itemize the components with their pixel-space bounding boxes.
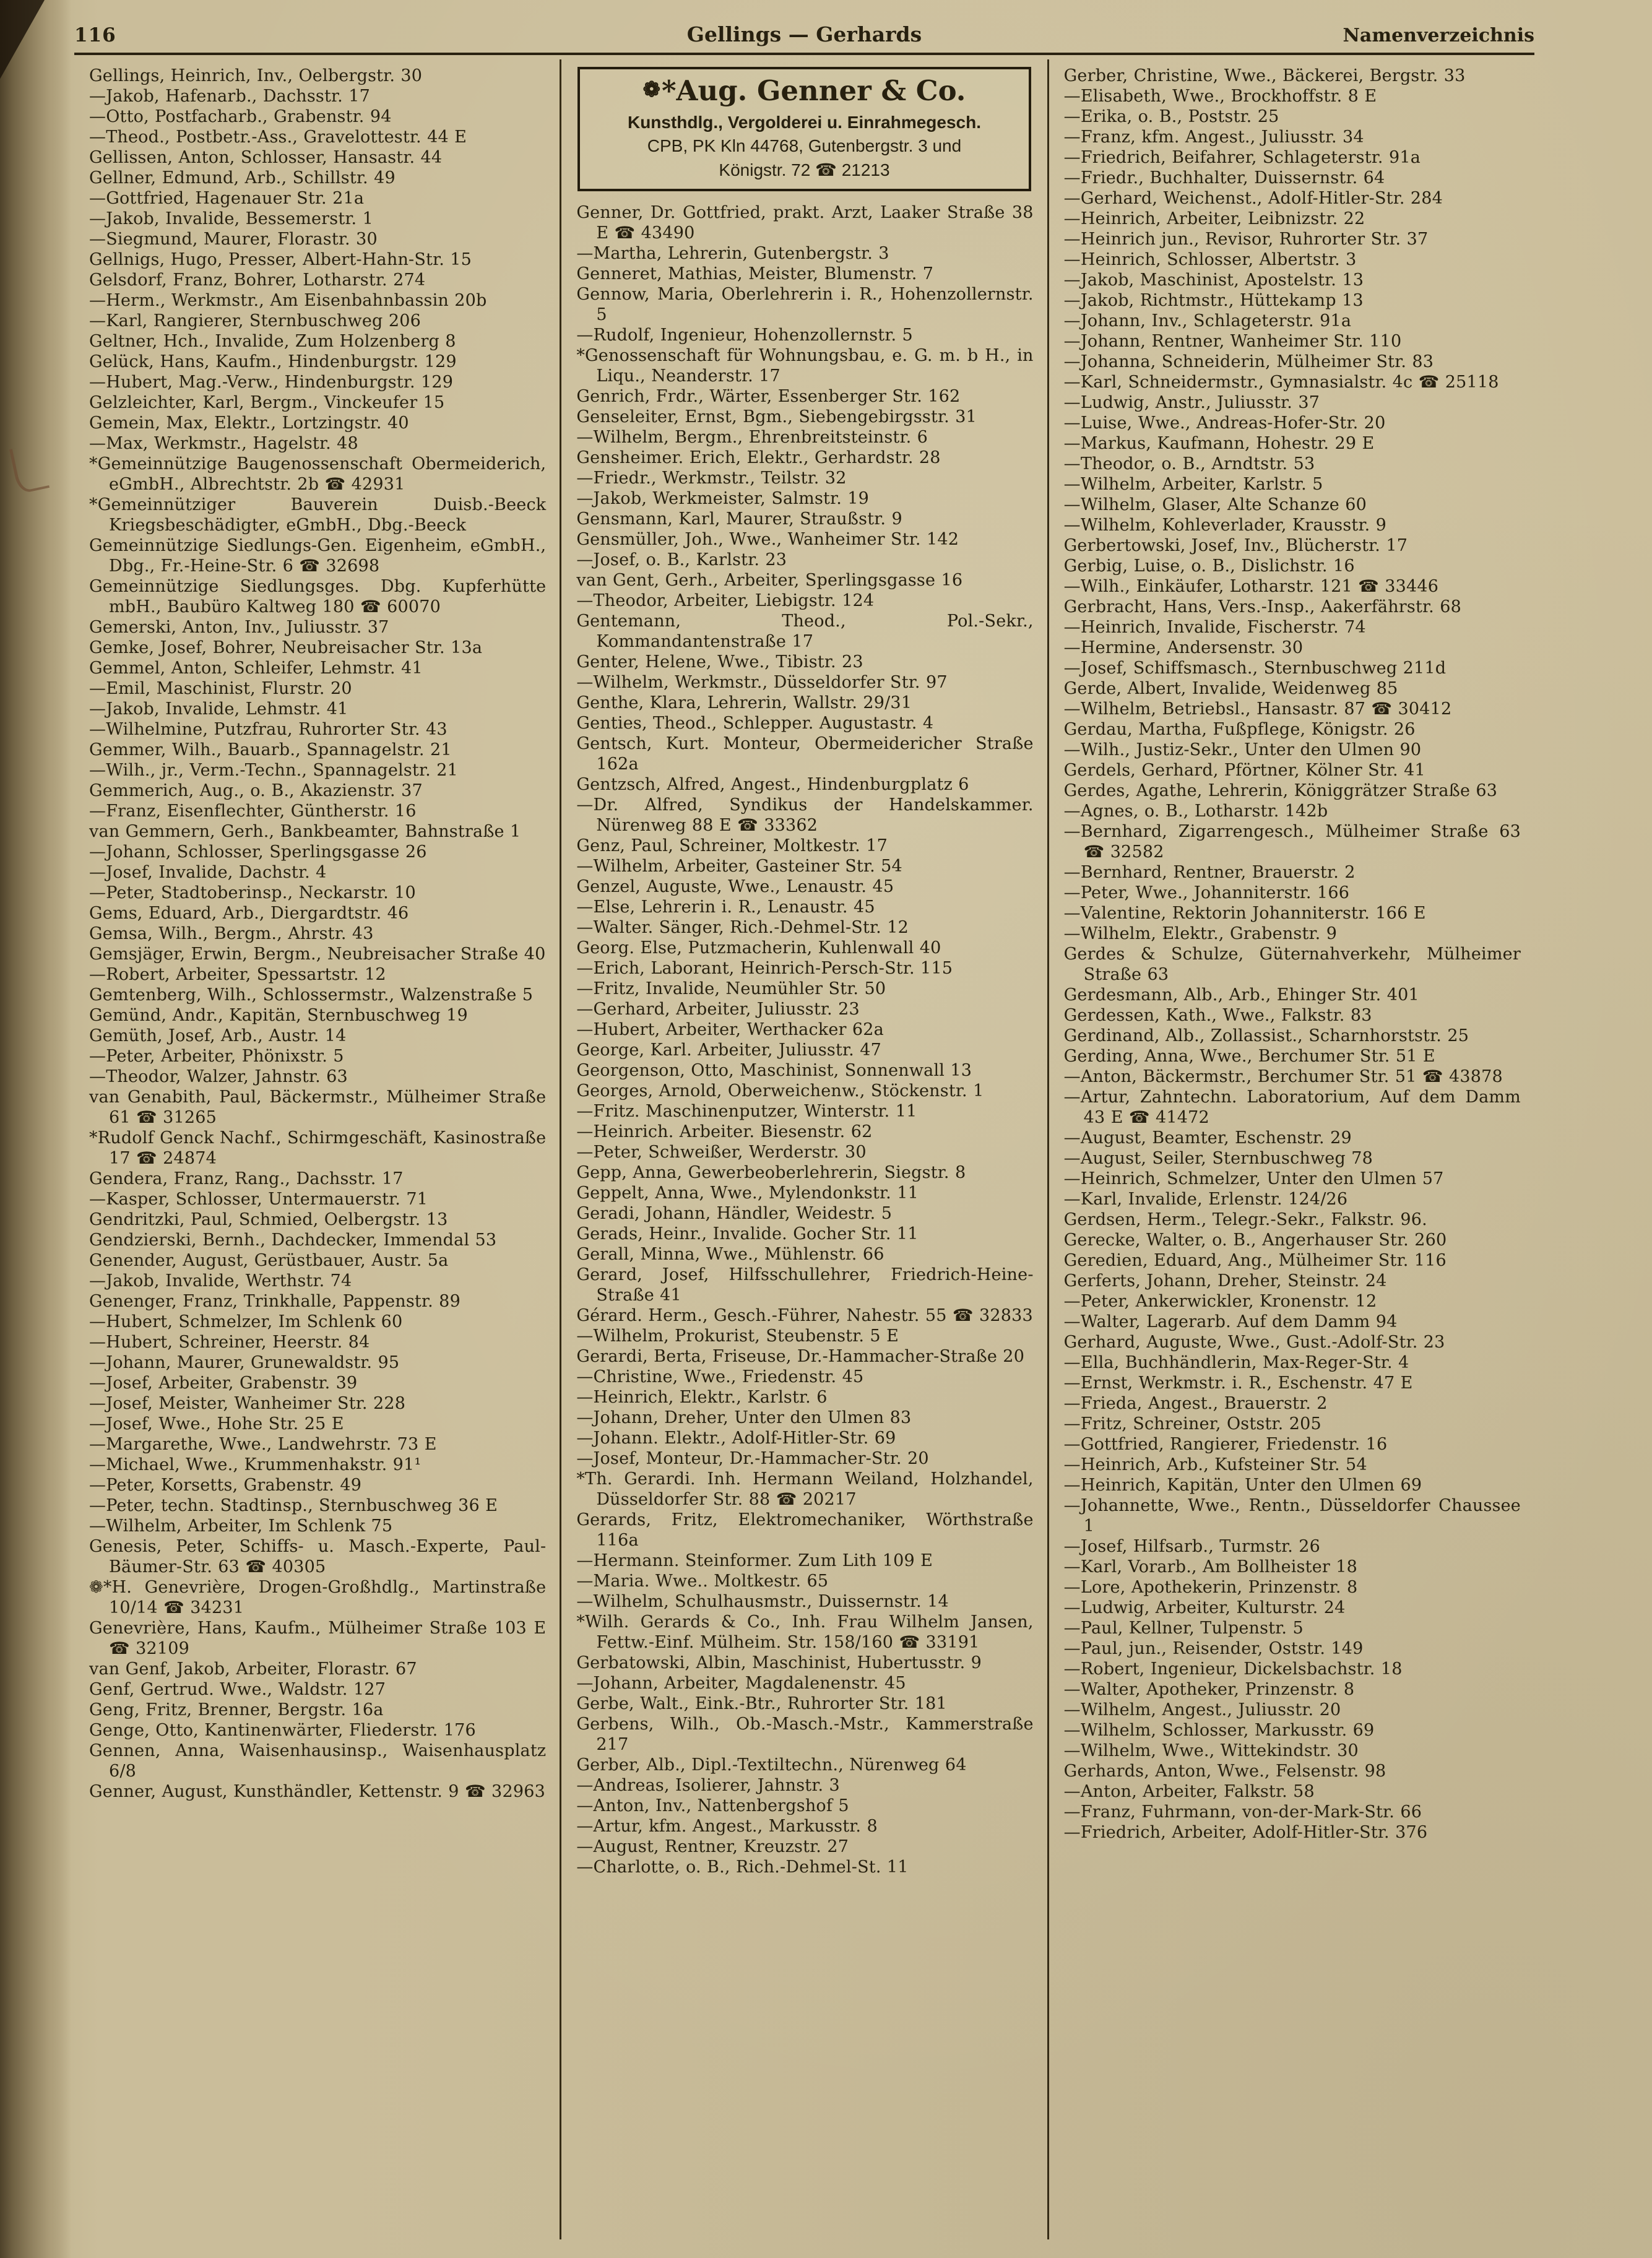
directory-entry: Gellings, Heinrich, Inv., Oelbergstr. 30	[89, 66, 423, 85]
directory-entry: Georg. Else, Putzmacherin, Kuhlenwall 40	[576, 938, 941, 958]
directory-entry: —Theodor, Walzer, Jahnstr. 63	[89, 1067, 348, 1086]
directory-entry: —Kasper, Schlosser, Untermauerstr. 71	[89, 1190, 428, 1209]
directory-columns	[74, 59, 1534, 2239]
directory-entry: Genesis, Peter, Schiffs- u. Masch.-Experte, Paul-Bäumer-Str. 63 ☎ 40305	[89, 1537, 547, 1577]
directory-entry: —Walter. Sänger, Rich.-Dehmel-Str. 12	[576, 917, 909, 937]
directory-entry: Genender, August, Gerüstbauer, Austr. 5a	[89, 1251, 449, 1270]
directory-entry: —Rudolf, Ingenieur, Hohenzollernstr. 5	[576, 325, 913, 345]
directory-entry: —Fritz, Invalide, Neumühler Str. 50	[576, 979, 886, 998]
directory-entry: —Peter, Schweißer, Werderstr. 30	[576, 1142, 867, 1162]
directory-entry: —Peter, Korsetts, Grabenstr. 49	[89, 1476, 362, 1495]
directory-entry: —Ella, Buchhändlerin, Max-Reger-Str. 4	[1063, 1353, 1409, 1372]
directory-entry: George, Karl. Arbeiter, Juliusstr. 47	[576, 1040, 881, 1060]
directory-entry: —Hermann. Steinformer. Zum Lith 109 E	[576, 1551, 933, 1570]
directory-entry: —Johann, Arbeiter, Magdalenenstr. 45	[576, 1673, 906, 1693]
directory-entry: —Max, Werkmstr., Hagelstr. 48	[89, 434, 358, 453]
directory-entry: —Heinrich, Arbeiter, Leibnizstr. 22	[1063, 209, 1365, 228]
directory-entry: —Heinrich, Schmelzer, Unter den Ulmen 57	[1063, 1169, 1444, 1188]
page-title: Gellings — Gerhards	[686, 22, 922, 46]
directory-entry: —Theod., Postbetr.-Ass., Gravelottestr. 44 E	[89, 128, 467, 147]
directory-entry: Gentemann, Theod., Pol.-Sekr., Kommandantenstraße 17	[576, 611, 1034, 651]
directory-entry: Gendritzki, Paul, Schmied, Oelbergstr. 13	[89, 1210, 448, 1229]
directory-entry: —Elisabeth, Wwe., Brockhoffstr. 8 E	[1063, 87, 1377, 106]
directory-entry: Gemünd, Andr., Kapitän, Sternbuschweg 19	[89, 1006, 468, 1025]
directory-entry: —Karl, Schneidermstr., Gymnasialstr. 4c ☎ 25118	[1063, 373, 1499, 392]
directory-entry: Gensmüller, Joh., Wwe., Wanheimer Str. 142	[576, 529, 959, 549]
directory-entry: —Wilhelm, Kohleverlader, Krausstr. 9	[1063, 516, 1387, 535]
directory-entry: —Johanna, Schneiderin, Mülheimer Str. 83	[1063, 352, 1434, 371]
directory-entry: —Fritz, Schreiner, Oststr. 205	[1063, 1414, 1321, 1434]
directory-entry: Gerbertowski, Josef, Inv., Blücherstr. 17	[1063, 536, 1408, 555]
directory-entry: Gerbe, Walt., Eink.-Btr., Ruhrorter Str. 181	[576, 1694, 947, 1713]
directory-entry: —Bernhard, Rentner, Brauerstr. 2	[1063, 863, 1356, 882]
directory-entry: —Wilhelm, Wwe., Wittekindstr. 30	[1063, 1741, 1359, 1760]
directory-entry: Gerdau, Martha, Fußpflege, Königstr. 26	[1063, 720, 1416, 739]
directory-entry: Gemsa, Wilh., Bergm., Ahrstr. 43	[89, 924, 374, 943]
directory-entry: —Heinrich, Kapitän, Unter den Ulmen 69	[1063, 1476, 1422, 1495]
directory-entry: —Friedrich, Arbeiter, Adolf-Hitler-Str. 376	[1063, 1823, 1428, 1842]
directory-entry: Gelzleichter, Karl, Bergm., Vinckeufer 15	[89, 393, 445, 412]
directory-entry: Gerdels, Gerhard, Pförtner, Kölner Str. 41	[1063, 761, 1425, 780]
directory-entry: Genevrière, Hans, Kaufm., Mülheimer Straße 103 E ☎ 32109	[89, 1619, 547, 1658]
directory-entry: —Wilhelm, Arbeiter, Gasteiner Str. 54	[576, 856, 902, 876]
directory-entry: Gerdinand, Alb., Zollassist., Scharnhorststr. 25	[1063, 1026, 1469, 1045]
directory-entry: —Paul, Kellner, Tulpenstr. 5	[1063, 1619, 1304, 1638]
directory-entry: Gerdes & Schulze, Güternahverkehr, Mülheimer Straße 63	[1063, 945, 1521, 984]
directory-entry: —Ludwig, Arbeiter, Kulturstr. 24	[1063, 1598, 1346, 1617]
directory-entry: —Peter, Ankerwickler, Kronenstr. 12	[1063, 1292, 1377, 1311]
directory-entry: —Wilhelm, Arbeiter, Karlstr. 5	[1063, 475, 1323, 494]
directory-entry: Genrich, Frdr., Wärter, Essenberger Str. 162	[576, 386, 961, 406]
directory-entry: —Ernst, Werkmstr. i. R., Eschenstr. 47 E	[1063, 1373, 1413, 1393]
directory-entry: Gennow, Maria, Oberlehrerin i. R., Hohenzollernstr. 5	[576, 284, 1034, 324]
directory-entry: —Christine, Wwe., Friedenstr. 45	[576, 1367, 864, 1386]
directory-entry: —Wilhelm, Werkmstr., Düsseldorfer Str. 97	[576, 672, 948, 692]
directory-entry: Gerard, Josef, Hilfsschullehrer, Friedrich-Heine-Straße 41	[576, 1265, 1034, 1305]
directory-entry: —Agnes, o. B., Lotharstr. 142b	[1063, 802, 1328, 821]
directory-entry: Georges, Arnold, Oberweichenw., Stöckenstr. 1	[576, 1081, 984, 1101]
flower-ornament-icon: ❁	[642, 77, 660, 102]
directory-entry: Gerde, Albert, Invalide, Weidenweg 85	[1063, 679, 1398, 698]
directory-entry: Gellner, Edmund, Arb., Schillstr. 49	[89, 168, 396, 188]
directory-entry: —Wilhelm, Arbeiter, Im Schlenk 75	[89, 1516, 393, 1536]
directory-entry: Gelsdorf, Franz, Bohrer, Lotharstr. 274	[89, 270, 426, 290]
directory-entry: —Andreas, Isolierer, Jahnstr. 3	[576, 1775, 840, 1795]
directory-entry: *Genossenschaft für Wohnungsbau, e. G. m. b H., in Liqu., Neanderstr. 17	[576, 345, 1034, 386]
directory-entry: —Wilh., Justiz-Sekr., Unter den Ulmen 90	[1063, 740, 1422, 759]
directory-entry: —Johannette, Wwe., Rentn., Düsseldorfer Chaussee 1	[1063, 1496, 1521, 1536]
directory-entry: —Karl, Rangierer, Sternbuschweg 206	[89, 311, 421, 331]
directory-entry: —August, Seiler, Sternbuschweg 78	[1063, 1149, 1373, 1168]
directory-entry: Gerhards, Anton, Wwe., Felsenstr. 98	[1063, 1762, 1386, 1781]
directory-entry: —Jakob, Richtmstr., Hüttekamp 13	[1063, 291, 1364, 310]
directory-entry: —Jakob, Invalide, Werthstr. 74	[89, 1271, 352, 1291]
directory-entry: Geltner, Hch., Invalide, Zum Holzenberg 8	[89, 332, 456, 351]
directory-entry: —Heinrich. Arbeiter. Biesenstr. 62	[576, 1122, 873, 1141]
directory-entry: Gendzierski, Bernh., Dachdecker, Immendal 53	[89, 1231, 497, 1250]
directory-entry: Gemerski, Anton, Inv., Juliusstr. 37	[89, 618, 389, 637]
directory-entry: —Friedrich, Beifahrer, Schlageterstr. 91a	[1063, 148, 1421, 167]
directory-entry: —Fritz. Maschinenputzer, Winterstr. 11	[576, 1101, 917, 1121]
directory-entry: —Robert, Ingenieur, Dickelsbachstr. 18	[1063, 1659, 1403, 1679]
directory-entry: —Maria. Wwe.. Moltkestr. 65	[576, 1571, 829, 1591]
directory-entry: —Jakob, Invalide, Lehmstr. 41	[89, 699, 348, 719]
directory-entry: —Michael, Wwe., Krummenhakstr. 91¹	[89, 1455, 422, 1474]
directory-entry: —Hubert, Schmelzer, Im Schlenk 60	[89, 1312, 403, 1331]
directory-entry: Genf, Gertrud. Wwe., Waldstr. 127	[89, 1680, 386, 1699]
directory-entry: Geradi, Johann, Händler, Weidestr. 5	[576, 1203, 893, 1223]
directory-entry: Genge, Otto, Kantinenwärter, Fliederstr. 176	[89, 1721, 476, 1740]
directory-entry: —Josef, Schiffsmasch., Sternbuschweg 211d	[1063, 659, 1447, 678]
directory-entry: Gensheimer. Erich, Elektr., Gerhardstr. 28	[576, 448, 941, 467]
directory-entry: Gemmer, Wilh., Bauarb., Spannagelstr. 21	[89, 740, 452, 759]
directory-entry: —Erich, Laborant, Heinrich-Persch-Str. 115	[576, 958, 953, 978]
directory-entry: Gerecke, Walter, o. B., Angerhauser Str. 260	[1063, 1231, 1447, 1250]
directory-entry: —Walter, Lagerarb. Auf dem Damm 94	[1063, 1312, 1398, 1331]
directory-entry: —Hubert, Schreiner, Heerstr. 84	[89, 1333, 370, 1352]
directory-entry: Gerhard, Auguste, Wwe., Gust.-Adolf-Str. 23	[1063, 1333, 1445, 1352]
directory-entry: —Peter, Wwe., Johanniterstr. 166	[1063, 883, 1350, 902]
directory-entry: —Heinrich jun., Revisor, Ruhrorter Str. 37	[1063, 230, 1429, 249]
directory-entry: Gerbens, Wilh., Ob.-Masch.-Mstr., Kammerstraße 217	[576, 1714, 1034, 1754]
directory-entry: Gerber, Alb., Dipl.-Textiltechn., Nürenweg 64	[576, 1755, 967, 1775]
directory-entry: Gemeinnützige Siedlungs-Gen. Eigenheim, eGmbH., Dbg., Fr.-Heine-Str. 6 ☎ 32698	[89, 536, 547, 576]
directory-entry: Genner, August, Kunsthändler, Kettenstr. 9 ☎ 32963	[89, 1782, 545, 1801]
directory-entry: Gemke, Josef, Bohrer, Neubreisacher Str. 13a	[89, 638, 483, 657]
advert-box	[577, 67, 1031, 191]
directory-entry: Gennen, Anna, Waisenhausinsp., Waisenhausplatz 6/8	[89, 1741, 547, 1781]
directory-entry: —Anton, Inv., Nattenbergshof 5	[576, 1796, 849, 1815]
column-middle	[560, 59, 1047, 2239]
directory-entry: Gerdesmann, Alb., Arb., Ehinger Str. 401	[1063, 985, 1419, 1005]
directory-entry: —Wilhelm, Angest., Juliusstr. 20	[1063, 1700, 1341, 1719]
directory-entry: Gerbatowski, Albin, Maschinist, Hubertusstr. 9	[576, 1653, 982, 1672]
directory-entry: Gerbig, Luise, o. B., Dislichstr. 16	[1063, 556, 1355, 576]
directory-entry: Gemsjäger, Erwin, Bergm., Neubreisacher Straße 40	[89, 945, 546, 964]
directory-entry: Gerber, Christine, Wwe., Bäckerei, Bergstr. 33	[1063, 66, 1466, 85]
directory-entry: —Wilhelmine, Putzfrau, Ruhrorter Str. 43	[89, 720, 448, 739]
directory-entry: —Heinrich, Elektr., Karlstr. 6	[576, 1387, 828, 1407]
directory-entry: —Jakob, Werkmeister, Salmstr. 19	[576, 488, 870, 508]
directory-entry: —Wilhelm, Betriebsl., Hansastr. 87 ☎ 30412	[1063, 699, 1452, 719]
directory-entry: —Karl, Invalide, Erlenstr. 124/26	[1063, 1190, 1348, 1209]
directory-entry: —Johann, Rentner, Wanheimer Str. 110	[1063, 332, 1402, 351]
directory-entry: Genz, Paul, Schreiner, Moltkestr. 17	[576, 836, 888, 855]
directory-entry: —Wilhelm, Bergm., Ehrenbreitsteinstr. 6	[576, 427, 928, 447]
ad-title-row	[585, 76, 1023, 106]
directory-entry: —Else, Lehrerin i. R., Lenaustr. 45	[576, 897, 875, 917]
book-binding-edge	[0, 0, 71, 2258]
directory-entry: —Anton, Arbeiter, Falkstr. 58	[1063, 1782, 1315, 1801]
directory-entry: Gerards, Fritz, Elektromechaniker, Wörthstraße 116a	[576, 1510, 1034, 1550]
directory-entry: Gerbracht, Hans, Vers.-Insp., Aakerfährstr. 68	[1063, 597, 1461, 616]
directory-entry: —Josef, Invalide, Dachstr. 4	[89, 863, 327, 882]
directory-entry: Genenger, Franz, Trinkhalle, Pappenstr. 89	[89, 1292, 461, 1311]
directory-entry: —Josef, Monteur, Dr.-Hammacher-Str. 20	[576, 1448, 929, 1468]
directory-entry: —Jakob, Hafenarb., Dachsstr. 17	[89, 87, 371, 106]
directory-entry: —Friedr., Werkmstr., Teilstr. 32	[576, 468, 847, 488]
directory-entry: —Siegmund, Maurer, Florastr. 30	[89, 230, 378, 249]
directory-entry: —Heinrich, Invalide, Fischerstr. 74	[1063, 618, 1366, 637]
directory-entry: *Rudolf Genck Nachf., Schirmgeschäft, Kasinostraße 17 ☎ 24874	[89, 1128, 547, 1168]
directory-entry: —Frieda, Angest., Brauerstr. 2	[1063, 1394, 1328, 1413]
directory-entry: —Gottfried, Hagenauer Str. 21a	[89, 189, 365, 208]
directory-entry: —Hermine, Andersenstr. 30	[1063, 638, 1304, 657]
column-left	[74, 59, 560, 2239]
directory-entry: Gerardi, Berta, Friseuse, Dr.-Hammacher-Straße 20	[576, 1346, 1025, 1366]
directory-entry: —Bernhard, Zigarrengesch., Mülheimer Straße 63 ☎ 32582	[1063, 822, 1521, 862]
ad-address-line-2: Königstr. 72 ☎ 21213	[719, 160, 890, 180]
directory-entry: van Gent, Gerh., Arbeiter, Sperlingsgasse 16	[576, 570, 963, 590]
directory-entry: —Wilh., jr., Verm.-Techn., Spannagelstr. 21	[89, 761, 458, 780]
directory-entry: —Dr. Alfred, Syndikus der Handelskammer. Nürenweg 88 E ☎ 33362	[576, 795, 1034, 835]
directory-entry: —Otto, Postfacharb., Grabenstr. 94	[89, 107, 392, 126]
directory-entry: van Genf, Jakob, Arbeiter, Florastr. 67	[89, 1659, 417, 1679]
directory-entry: —Franz, kfm. Angest., Juliusstr. 34	[1063, 128, 1364, 147]
directory-entry: —Hubert, Arbeiter, Werthacker 62a	[576, 1019, 884, 1039]
directory-entry: —Herm., Werkmstr., Am Eisenbahnbassin 20b	[89, 291, 487, 310]
directory-entry: —Artur, kfm. Angest., Markusstr. 8	[576, 1816, 878, 1836]
ad-subtitle: Kunsthdlg., Vergolderei u. Einrahmegesch.	[627, 112, 981, 132]
directory-entry: —Johann. Elektr., Adolf-Hitler-Str. 69	[576, 1428, 896, 1448]
directory-entry: —Walter, Apotheker, Prinzenstr. 8	[1063, 1680, 1355, 1699]
directory-entry: Gemein, Max, Elektr., Lortzingstr. 40	[89, 413, 409, 433]
directory-entry: Gerdessen, Kath., Wwe., Falkstr. 83	[1063, 1006, 1372, 1025]
directory-entry: —Valentine, Rektorin Johanniterstr. 166 E	[1063, 904, 1426, 923]
directory-entry: Gemmel, Anton, Schleifer, Lehmstr. 41	[89, 659, 423, 678]
directory-entry: Gellnigs, Hugo, Presser, Albert-Hahn-Str. 15	[89, 250, 472, 269]
directory-entry: —Franz, Eisenflechter, Güntherstr. 16	[89, 802, 417, 821]
directory-entry: van Genabith, Paul, Bäckermstr., Mülheimer Straße 61 ☎ 31265	[89, 1088, 547, 1127]
directory-entry: —Anton, Bäckermstr., Berchumer Str. 51 ☎ 43878	[1063, 1067, 1503, 1086]
directory-entry: —Wilh., Einkäufer, Lotharstr. 121 ☎ 33446	[1063, 577, 1439, 596]
directory-entry: Gentzsch, Alfred, Angest., Hindenburgplatz 6	[576, 774, 969, 794]
directory-entry: *Wilh. Gerards & Co., Inh. Frau Wilhelm Jansen, Fettw.-Einf. Mülheim. Str. 158/160 ☎ 33191	[576, 1612, 1034, 1652]
directory-entry: Gemtenberg, Wilh., Schlossermstr., Walzenstraße 5	[89, 985, 534, 1005]
directory-entry: —Johann, Dreher, Unter den Ulmen 83	[576, 1408, 912, 1427]
directory-entry: —Jakob, Invalide, Bessemerstr. 1	[89, 209, 373, 228]
directory-entry: —August, Beamter, Eschenstr. 29	[1063, 1128, 1352, 1148]
ad-address-line-1: CPB, PK Kln 44768, Gutenbergstr. 3 und	[647, 136, 962, 155]
directory-entry: Gerdsen, Herm., Telegr.-Sekr., Falkstr. 96.	[1063, 1210, 1427, 1229]
section-label: Namenverzeichnis	[1343, 25, 1534, 46]
directory-entry: —Luise, Wwe., Andreas-Hofer-Str. 20	[1063, 413, 1386, 433]
directory-entry: —Josef, o. B., Karlstr. 23	[576, 550, 787, 569]
directory-entry: Geng, Fritz, Brenner, Bergstr. 16a	[89, 1700, 384, 1719]
directory-entry: *Gemeinnützige Baugenossenschaft Obermeiderich, eGmbH., Albrechtstr. 2b ☎ 42931	[89, 454, 547, 494]
directory-entry: Georgenson, Otto, Maschinist, Sonnenwall 13	[576, 1060, 972, 1080]
directory-entry: Gensmann, Karl, Maurer, Straußstr. 9	[576, 509, 902, 529]
directory-entry: —Lore, Apothekerin, Prinzenstr. 8	[1063, 1578, 1358, 1597]
directory-entry: —Heinrich, Schlosser, Albertstr. 3	[1063, 250, 1357, 269]
directory-entry: —Robert, Arbeiter, Spessartstr. 12	[89, 965, 386, 984]
directory-entry: Gems, Eduard, Arb., Diergardtstr. 46	[89, 904, 409, 923]
directory-entry: —Josef, Hilfsarb., Turmstr. 26	[1063, 1537, 1321, 1556]
directory-entry: —Martha, Lehrerin, Gutenbergstr. 3	[576, 243, 889, 263]
directory-entry: Gepp, Anna, Gewerbeoberlehrerin, Siegstr. 8	[576, 1162, 966, 1182]
directory-entry: Genties, Theod., Schlepper. Augustastr. 4	[576, 713, 934, 733]
column-right	[1047, 59, 1534, 2239]
directory-entry: Gemeinnützige Siedlungsges. Dbg. Kupferhütte mbH., Baubüro Kaltweg 180 ☎ 60070	[89, 577, 547, 616]
directory-entry: —Karl, Vorarb., Am Bollheister 18	[1063, 1557, 1358, 1577]
directory-entry: —Peter, Arbeiter, Phönixstr. 5	[89, 1047, 344, 1066]
directory-entry: Gelück, Hans, Kaufm., Hindenburgstr. 129	[89, 352, 457, 371]
directory-entry: Genthe, Klara, Lehrerin, Wallstr. 29/31	[576, 693, 912, 712]
directory-entry: —Josef, Meister, Wanheimer Str. 228	[89, 1394, 406, 1413]
directory-entry: *Th. Gerardi. Inh. Hermann Weiland, Holzhandel, Düsseldorfer Str. 88 ☎ 20217	[576, 1469, 1034, 1509]
directory-entry: —Peter, techn. Stadtinsp., Sternbuschweg 36 E	[89, 1496, 498, 1515]
directory-entry: —Gerhard, Arbeiter, Juliusstr. 23	[576, 999, 860, 1019]
directory-entry: —Emil, Maschinist, Flurstr. 20	[89, 679, 352, 698]
directory-entry: Genneret, Mathias, Meister, Blumenstr. 7	[576, 264, 934, 283]
directory-entry: —Wilhelm, Schulhausmstr., Duissernstr. 14	[576, 1591, 949, 1611]
column-middle-entries	[576, 202, 1033, 1877]
directory-entry: Gerall, Minna, Wwe., Mühlenstr. 66	[576, 1244, 884, 1264]
directory-entry: —Hubert, Mag.-Verw., Hindenburgstr. 129	[89, 373, 454, 392]
directory-entry: —Margarethe, Wwe., Landwehrstr. 73 E	[89, 1435, 437, 1454]
directory-entry: —Peter, Stadtoberinsp., Neckarstr. 10	[89, 883, 416, 902]
directory-entry: Gérard. Herm., Gesch.-Führer, Nahestr. 55 ☎ 32833	[576, 1305, 1033, 1325]
directory-entry: —Josef, Arbeiter, Grabenstr. 39	[89, 1373, 358, 1393]
directory-entry: —Theodor, Arbeiter, Liebigstr. 124	[576, 590, 875, 610]
directory-entry: Gentsch, Kurt. Monteur, Obermeidericher Straße 162a	[576, 733, 1034, 774]
directory-entry: —Jakob, Maschinist, Apostelstr. 13	[1063, 270, 1364, 290]
directory-entry: —Artur, Zahntechn. Laboratorium, Auf dem Damm 43 E ☎ 41472	[1063, 1088, 1521, 1127]
directory-entry: Geppelt, Anna, Wwe., Mylendonkstr. 11	[576, 1183, 919, 1203]
directory-entry: —Friedr., Buchhalter, Duissernstr. 64	[1063, 168, 1385, 188]
directory-entry: —Franz, Fuhrmann, von-der-Mark-Str. 66	[1063, 1802, 1422, 1822]
directory-entry: —August, Rentner, Kreuzstr. 27	[576, 1836, 849, 1856]
directory-entry: —Ludwig, Anstr., Juliusstr. 37	[1063, 393, 1320, 412]
directory-entry: —Gerhard, Weichenst., Adolf-Hitler-Str. 284	[1063, 189, 1443, 208]
directory-entry: Genter, Helene, Wwe., Tibistr. 23	[576, 652, 863, 672]
directory-entry: —Johann, Maurer, Grunewaldstr. 95	[89, 1353, 400, 1372]
page-number: 116	[74, 24, 116, 46]
directory-entry: —Johann, Inv., Schlageterstr. 91a	[1063, 311, 1352, 331]
directory-entry: Gellissen, Anton, Schlosser, Hansastr. 44	[89, 148, 443, 167]
directory-entry: *Gemeinnütziger Bauverein Duisb.-Beeck Kriegsbeschädigter, eGmbH., Dbg.-Beeck	[89, 495, 547, 535]
directory-entry: —Wilhelm, Schlosser, Markusstr. 69	[1063, 1721, 1375, 1740]
directory-entry: Gerding, Anna, Wwe., Berchumer Str. 51 E	[1063, 1047, 1435, 1066]
directory-entry: —Markus, Kaufmann, Hohestr. 29 E	[1063, 434, 1375, 453]
directory-entry: Gerferts, Johann, Dreher, Steinstr. 24	[1063, 1271, 1387, 1291]
directory-entry: —Charlotte, o. B., Rich.-Dehmel-St. 11	[576, 1857, 909, 1877]
directory-entry: —Gottfried, Rangierer, Friedenstr. 16	[1063, 1435, 1388, 1454]
directory-entry: Genzel, Auguste, Wwe., Lenaustr. 45	[576, 876, 894, 896]
directory-entry: ❁*H. Genevrière, Drogen-Großhdlg., Martinstraße 10/14 ☎ 34231	[89, 1578, 547, 1617]
ad-title: *Aug. Genner & Co.	[662, 74, 966, 107]
directory-entry: van Gemmern, Gerh., Bankbeamter, Bahnstraße 1	[89, 822, 521, 841]
directory-entry: —Wilhelm, Glaser, Alte Schanze 60	[1063, 495, 1367, 514]
directory-entry: Gemüth, Josef, Arb., Austr. 14	[89, 1026, 347, 1045]
directory-entry: Gendera, Franz, Rang., Dachsstr. 17	[89, 1169, 404, 1188]
directory-entry: —Heinrich, Arb., Kufsteiner Str. 54	[1063, 1455, 1367, 1474]
directory-entry: —Erika, o. B., Poststr. 25	[1063, 107, 1279, 126]
directory-entry: Geredien, Eduard, Ang., Mülheimer Str. 116	[1063, 1251, 1447, 1270]
directory-entry: —Paul, jun., Reisender, Oststr. 149	[1063, 1639, 1364, 1658]
directory-entry: —Wilhelm, Prokurist, Steubenstr. 5 E	[576, 1326, 899, 1346]
directory-entry: —Johann, Schlosser, Sperlingsgasse 26	[89, 842, 427, 862]
directory-entry: Gerads, Heinr., Invalide. Gocher Str. 11	[576, 1224, 919, 1244]
directory-entry: —Wilhelm, Elektr., Grabenstr. 9	[1063, 924, 1338, 943]
directory-entry: —Josef, Wwe., Hohe Str. 25 E	[89, 1414, 344, 1434]
directory-entry: —Theodor, o. B., Arndtstr. 53	[1063, 454, 1315, 474]
directory-entry: Genner, Dr. Gottfried, prakt. Arzt, Laaker Straße 38 E ☎ 43490	[576, 202, 1034, 243]
page-header	[74, 22, 1534, 55]
directory-entry: Genseleiter, Ernst, Bgm., Siebengebirgsstr. 31	[576, 407, 977, 426]
directory-entry: Gerdes, Agathe, Lehrerin, Königgrätzer Straße 63	[1063, 781, 1498, 800]
directory-entry: Gemmerich, Aug., o. B., Akazienstr. 37	[89, 781, 423, 800]
